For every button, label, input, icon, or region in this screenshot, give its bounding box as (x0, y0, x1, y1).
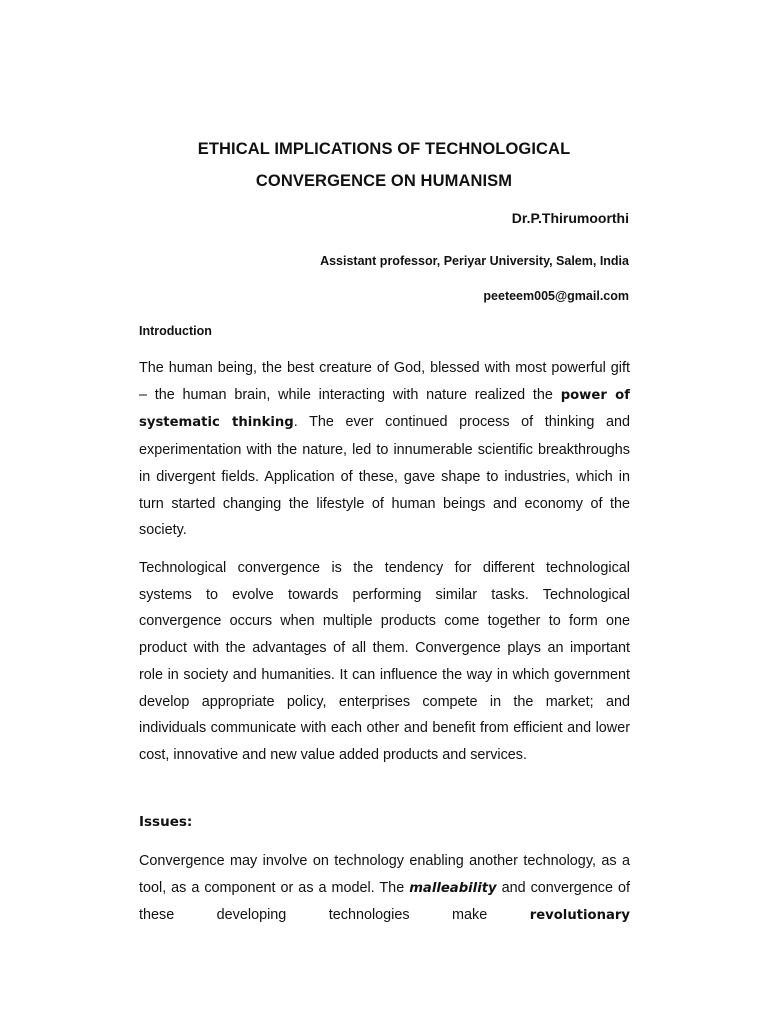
issues-paragraph (139, 848, 630, 930)
title-line-1: ETHICAL IMPLICATIONS OF TECHNOLOGICAL (197, 140, 571, 158)
author-name: Dr.P.Thirumoorthi (511, 210, 629, 226)
convergence-paragraph: Technological convergence is the tendency for different technological systems to evolve towards performing similar tasks. Technological convergence occurs when multiple products come together to form one product with the advantages of all them. Convergence plays an important role in society and humanities. It can influence the way in which government develop appropriate policy, enterprises compete in the market; and individuals communicate with each other and benefit from efficient and lower cost, innovative and new value added products and services. (139, 560, 630, 763)
para3-text-b: and convergence of these developing technologies make (139, 879, 630, 924)
author-email: peeteem005@gmail.com (483, 289, 629, 303)
introduction-heading: Introduction (139, 324, 212, 338)
para1-text-b: . The ever continued process of thinking and experimentation with the nature, led to innumerable scientific breakthroughs in divergent fields. Application of these, gave shape to industries, which in turn started changing the lifestyle of human beings and economy of the society. (139, 414, 631, 539)
para1-text-a: The human being, the best creature of God, blessed with most powerful gift – the human brain, while interacting with nature realized the (139, 360, 630, 403)
title-line-2: CONVERGENCE ON HUMANISM (255, 172, 513, 190)
issues-heading: Issues: (139, 814, 193, 830)
para3-bold-word: revolutionary (529, 908, 630, 924)
introduction-paragraph (139, 355, 630, 544)
author-affiliation: Assistant professor, Periyar University, Salem, India (320, 254, 629, 268)
para1-bold-phrase: power of systematic thinking (139, 387, 630, 431)
para3-text-a: Convergence may involve on technology enabling another technology, as a tool, as a component or as a model. The (139, 853, 630, 896)
para3-italic-bold-word: malleability (409, 880, 497, 896)
